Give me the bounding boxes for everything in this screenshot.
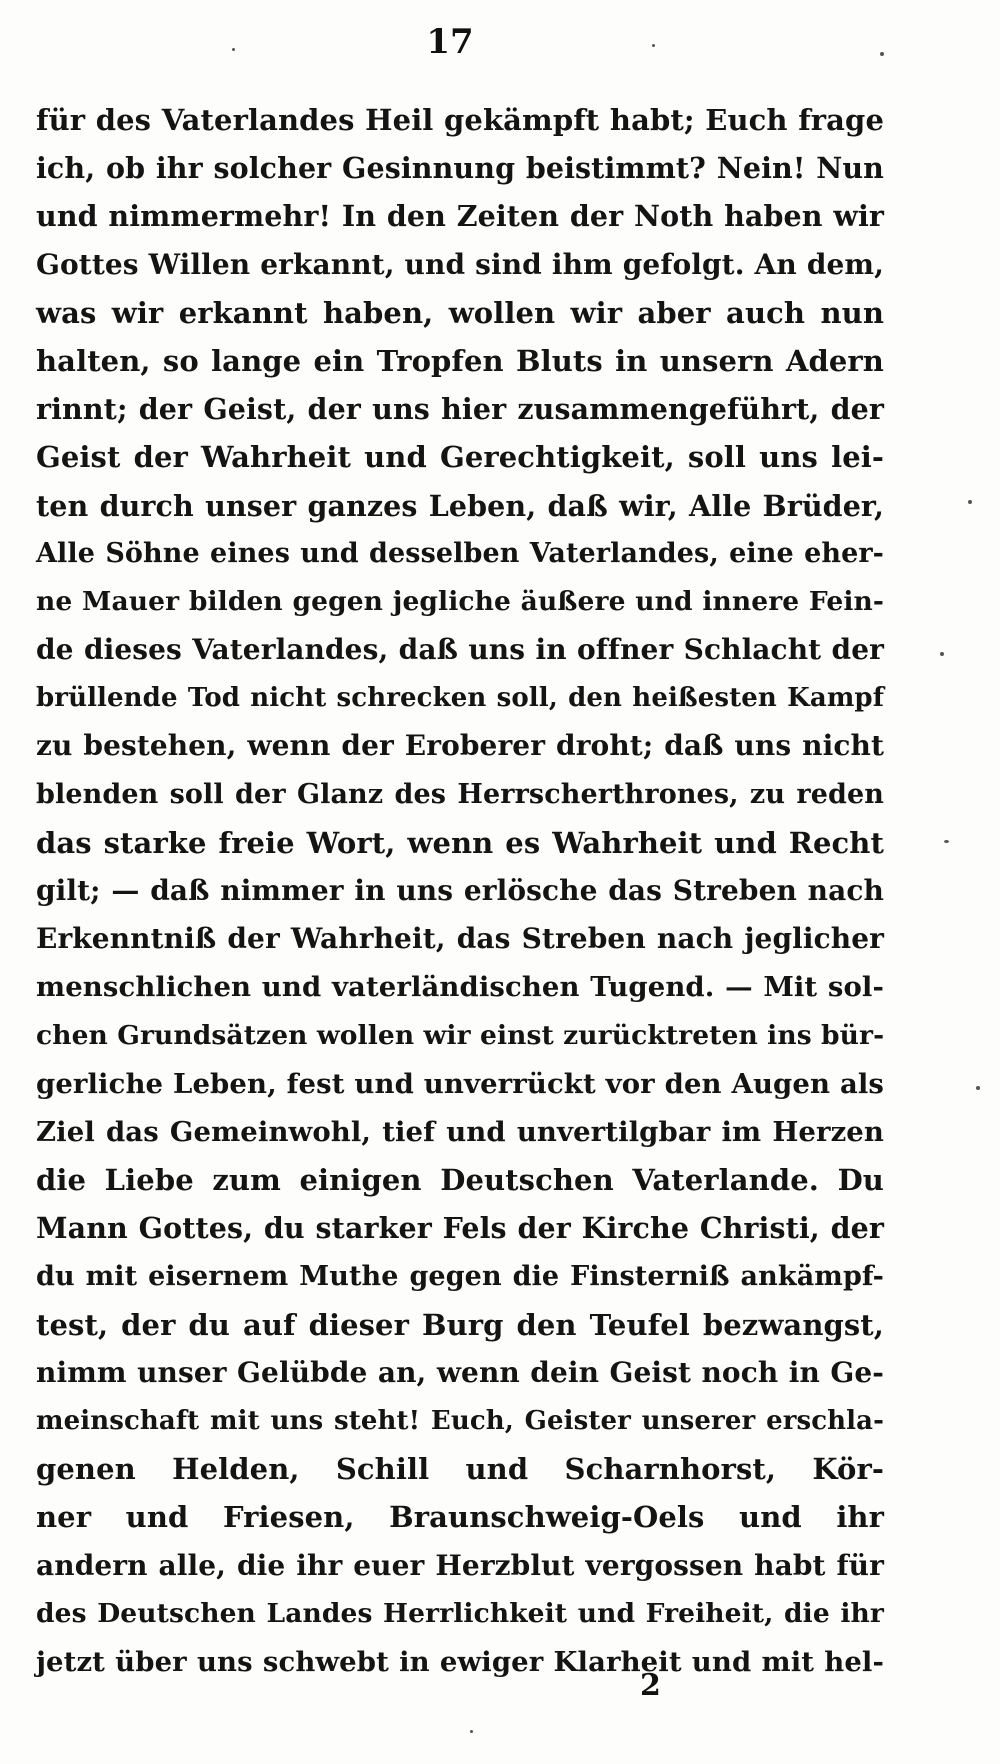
- text-line: de dieses Vaterlandes, daß uns in offner Schlacht der: [36, 633, 884, 667]
- scan-speck: [976, 1086, 980, 1090]
- text-line: des Deutschen Landes Herrlichkeit und Freiheit, die ihr: [36, 1597, 884, 1629]
- text-line: jetzt über uns schwebt in ewiger Klarheit und mit hel-: [36, 1646, 884, 1678]
- text-line: ten durch unser ganzes Leben, daß wir, Alle Brüder,: [36, 488, 884, 523]
- text-line: nimm unser Gelübde an, wenn dein Geist noch in Ge-: [36, 1355, 884, 1389]
- text-line: was wir erkannt haben, wollen wir aber auch nun: [36, 295, 884, 330]
- signature-mark: 2: [640, 1668, 661, 1703]
- text-line: meinschaft mit uns steht! Euch, Geister unserer erschla-: [36, 1406, 884, 1437]
- text-line: gerliche Leben, fest und unverrückt vor den Augen als: [36, 1067, 884, 1100]
- text-line: brüllende Tod nicht schrecken soll, den heißesten Kampf: [36, 683, 884, 714]
- text-line: ne Mauer bilden gegen jegliche äußere und innere Fein-: [36, 585, 884, 617]
- text-line: genen Helden, Schill und Scharnhorst, Kör-: [36, 1452, 884, 1487]
- text-line: ner und Friesen, Braunschweig-Oels und ihr: [36, 1500, 884, 1535]
- text-line: die Liebe zum einigen Deutschen Vaterlande. Du: [36, 1163, 884, 1198]
- text-line: Gottes Willen erkannt, und sind ihm gefolgt. An dem,: [36, 247, 884, 281]
- text-line: blenden soll der Glanz des Herrscherthrones, zu reden: [36, 778, 884, 810]
- text-line: Geist der Wahrheit und Gerechtigkeit, soll uns lei-: [36, 440, 884, 475]
- text-line: rinnt; der Geist, der uns hier zusammengeführt, der: [36, 392, 884, 427]
- text-line: zu bestehen, wenn der Eroberer droht; daß uns nicht: [36, 729, 884, 763]
- scan-speck: [944, 840, 949, 843]
- text-line: Erkenntniß der Wahrheit, das Streben nach jeglicher: [36, 922, 884, 956]
- scan-speck: [232, 48, 235, 51]
- body-text: [36, 96, 884, 1686]
- text-line: gilt; — daß nimmer in uns erlösche das Streben nach: [36, 874, 884, 907]
- text-line: Mann Gottes, du starker Fels der Kirche Christi, der: [36, 1211, 884, 1246]
- text-line: für des Vaterlandes Heil gekämpft habt; Euch frage: [36, 103, 884, 137]
- text-line: halten, so lange ein Tropfen Bluts in unsern Adern: [36, 343, 884, 378]
- scan-speck: [880, 52, 884, 56]
- text-line: menschlichen und vaterländischen Tugend. — Mit sol-: [36, 971, 884, 1004]
- scan-speck: [940, 652, 944, 656]
- text-line: das starke freie Wort, wenn es Wahrheit und Recht: [36, 825, 884, 860]
- text-line: andern alle, die ihr euer Herzblut vergossen habt für: [36, 1548, 884, 1582]
- text-line: du mit eisernem Muthe gegen die Finsterniß ankämpf-: [36, 1260, 884, 1292]
- scan-speck: [652, 44, 655, 47]
- text-line: und nimmermehr! In den Zeiten der Noth haben wir: [36, 199, 884, 234]
- text-line: chen Grundsätzen wollen wir einst zurücktreten ins bür-: [36, 1019, 885, 1051]
- text-line: Ziel das Gemeinwohl, tief und unvertilgbar im Herzen: [36, 1115, 884, 1148]
- scan-speck: [968, 500, 972, 504]
- scan-speck: [470, 1730, 473, 1733]
- text-line: ich, ob ihr solcher Gesinnung beistimmt? Nein! Nun: [36, 151, 884, 186]
- text-line: Alle Söhne eines und desselben Vaterlandes, eine eher-: [36, 537, 884, 569]
- text-line: test, der du auf dieser Burg den Teufel bezwangst,: [36, 1307, 884, 1342]
- page-number: 17: [426, 22, 474, 62]
